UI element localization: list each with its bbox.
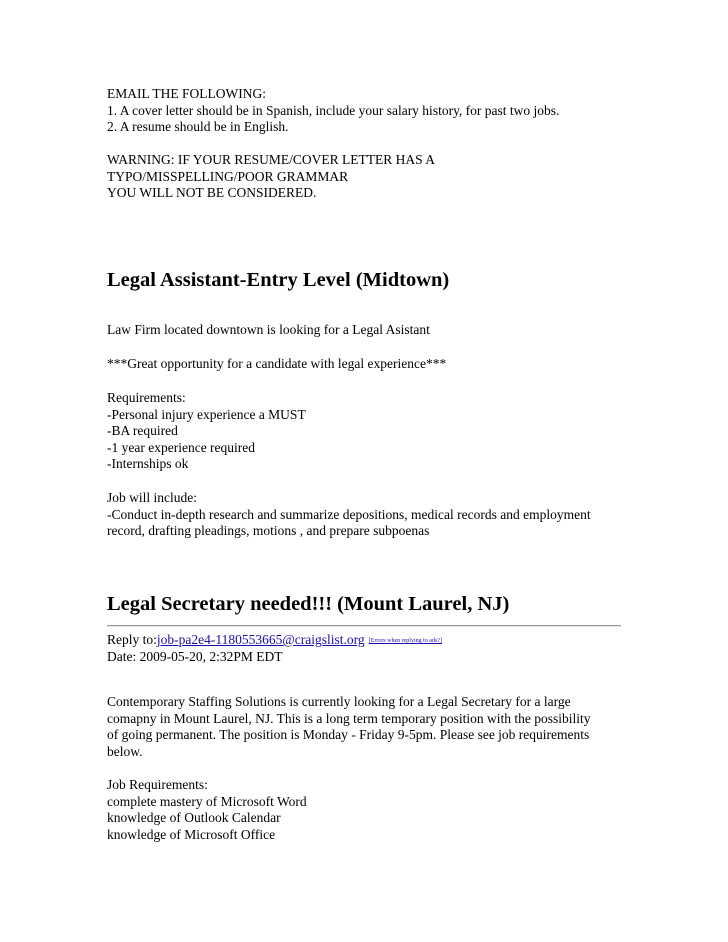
reply-info	[107, 632, 627, 665]
description-text: Law Firm located downtown is looking for a Legal Asistant	[107, 322, 430, 337]
post-body	[107, 694, 627, 760]
title-divider	[107, 625, 621, 627]
job-requirements-section	[107, 777, 627, 843]
requirement-item: knowledge of Microsoft Office	[107, 826, 276, 842]
job-duty-line: record, drafting pleadings, motions , and prepare subpoenas	[107, 523, 430, 538]
intro-line: 1. A cover letter should be in Spanish, include your salary history, for past two jobs.	[107, 102, 560, 118]
post-date: Date: 2009-05-20, 2:32PM EDT	[107, 648, 283, 664]
requirements-section	[107, 390, 627, 473]
requirement-item: -Personal injury experience a MUST	[107, 406, 306, 422]
job-duties-heading: Job will include:	[107, 490, 197, 505]
requirement-item: -1 year experience required	[107, 439, 256, 455]
intro-line: EMAIL THE FOLLOWING:	[107, 86, 266, 101]
warning-line: TYPO/MISSPELLING/POOR GRAMMAR	[107, 168, 349, 184]
reply-label: Reply to:	[107, 632, 157, 647]
highlight-text: ***Great opportunity for a candidate with legal experience***	[107, 356, 447, 371]
requirement-item: complete mastery of Microsoft Word	[107, 793, 307, 809]
requirement-item: -BA required	[107, 423, 178, 438]
body-line: of going permanent. The position is Monday - Friday 9-5pm. Please see job requirements	[107, 727, 590, 742]
post-title: Legal Secretary needed!!! (Mount Laurel, NJ)	[107, 593, 510, 615]
requirement-item: -Internships ok	[107, 456, 189, 471]
job-duties-section	[107, 490, 627, 540]
requirements-heading: Requirements:	[107, 390, 186, 405]
body-line: comapny in Mount Laurel, NJ. This is a long term temporary position with the possibility	[107, 710, 591, 726]
warning-line: YOU WILL NOT BE CONSIDERED.	[107, 185, 317, 200]
intro-line: 2. A resume should be in English.	[107, 119, 289, 134]
intro-warning	[107, 152, 627, 202]
intro-instructions	[107, 86, 627, 136]
reply-email-link[interactable]: job-pa2e4-1180553665@craigslist.org	[156, 632, 365, 647]
body-line: Contemporary Staffing Solutions is currently looking for a Legal Secretary for a large	[107, 694, 571, 709]
warning-line: WARNING: IF YOUR RESUME/COVER LETTER HAS A	[107, 152, 436, 167]
job-duty-line: -Conduct in-depth research and summarize depositions, medical records and employment	[107, 506, 591, 522]
errors-help-link[interactable]: [Errors when replying to ads?]	[368, 638, 442, 644]
requirement-item: knowledge of Outlook Calendar	[107, 810, 281, 825]
post-description	[107, 322, 627, 339]
reply-line	[107, 632, 627, 649]
body-line: below.	[107, 743, 143, 759]
post-title: Legal Assistant-Entry Level (Midtown)	[107, 269, 450, 291]
post-highlight	[107, 356, 627, 373]
requirements-heading: Job Requirements:	[107, 777, 208, 792]
